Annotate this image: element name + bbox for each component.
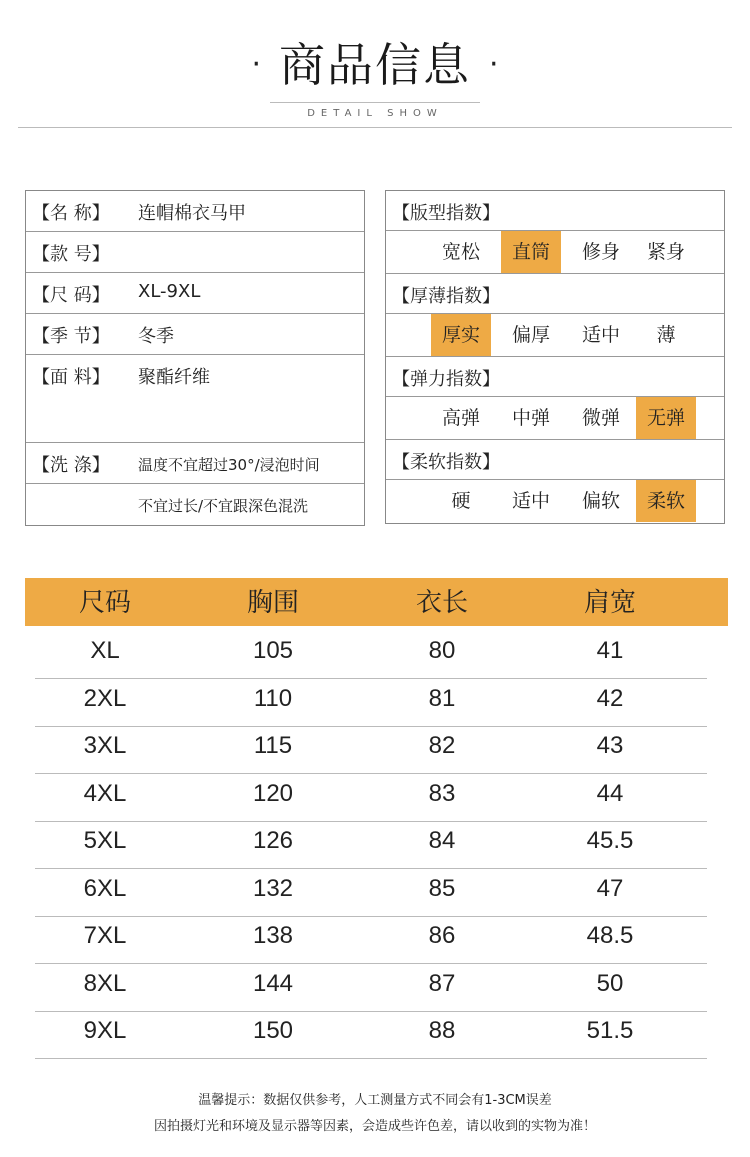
chest-cell: 150 [252, 1017, 294, 1044]
index-block [386, 191, 724, 274]
index-option: 紧身 [646, 241, 685, 263]
index-option-selected: 无弹 [636, 397, 696, 439]
info-key: 【名 称】 [32, 203, 110, 224]
info-value: 温度不宜超过30°/浸泡时间 [138, 456, 320, 474]
page-header [0, 30, 750, 100]
index-options-row [386, 314, 724, 357]
info-row [26, 355, 364, 443]
shoulder-cell: 41 [596, 637, 624, 664]
info-row [26, 232, 364, 273]
size-header-length: 衣长 [415, 588, 468, 618]
index-block [386, 274, 724, 357]
chest-cell: 138 [252, 922, 294, 949]
chest-cell: 105 [252, 637, 294, 664]
size-table-header [25, 578, 728, 626]
table-row [35, 1011, 707, 1059]
info-row [26, 191, 364, 232]
info-row [26, 273, 364, 314]
index-option: 薄 [656, 324, 676, 346]
size-cell: 5XL [83, 827, 127, 854]
title-dot-left: · [251, 47, 261, 82]
header-rule-bottom [18, 127, 732, 128]
index-option: 适中 [581, 324, 620, 346]
index-title-row [386, 191, 724, 231]
info-key: 【洗 涤】 [32, 455, 110, 476]
length-cell: 87 [428, 969, 456, 997]
chest-cell: 126 [252, 827, 294, 854]
info-value: 聚酯纤维 [138, 367, 210, 388]
shoulder-cell: 43 [596, 732, 624, 759]
length-cell: 84 [428, 827, 456, 854]
index-option: 偏厚 [511, 324, 550, 346]
table-row [35, 774, 707, 822]
info-value: 不宜过长/不宜跟深色混洗 [138, 497, 309, 515]
table-row [35, 964, 707, 1012]
index-option: 宽松 [441, 241, 480, 263]
index-option-selected: 直筒 [501, 231, 561, 273]
size-header-shoulder: 肩宽 [583, 588, 636, 618]
info-key: 【款 号】 [32, 244, 110, 265]
note-color: 因拍摄灯光和环境及显示器等因素，会造成些许色差，请以收到的实物为准！ [153, 1119, 596, 1134]
info-value: 连帽棉衣马甲 [138, 203, 246, 224]
length-cell: 85 [428, 874, 456, 902]
shoulder-cell: 47 [596, 874, 624, 902]
index-option: 偏软 [581, 490, 620, 512]
info-key: 【季 节】 [32, 326, 110, 347]
index-option: 高弹 [441, 407, 480, 429]
info-key: 【面 料】 [32, 367, 110, 388]
index-title-row [386, 440, 724, 480]
index-option-selected: 柔软 [636, 480, 696, 522]
index-option: 微弹 [581, 407, 620, 429]
shoulder-cell: 44 [596, 779, 624, 807]
shoulder-cell: 50 [596, 969, 624, 997]
index-option: 硬 [451, 490, 471, 512]
length-cell: 88 [428, 1017, 456, 1044]
length-cell: 86 [428, 922, 456, 949]
product-info-table [25, 190, 365, 526]
chest-cell: 132 [252, 874, 294, 902]
index-title: 【版型指数】 [392, 203, 500, 224]
table-row [35, 916, 707, 964]
index-option: 修身 [581, 241, 620, 263]
size-cell: XL [90, 637, 120, 664]
table-row [35, 679, 707, 727]
title-dot-right: · [489, 47, 499, 82]
length-cell: 82 [428, 732, 456, 759]
size-cell: 4XL [83, 779, 127, 807]
page-title: 商品信息 [279, 38, 471, 92]
info-value: 冬季 [138, 326, 174, 347]
index-block [386, 357, 724, 440]
shoulder-cell: 42 [596, 684, 624, 712]
size-header-chest: 胸围 [246, 588, 299, 618]
index-option-selected: 厚实 [431, 314, 491, 356]
header-rule-top [270, 102, 480, 103]
index-title: 【厚薄指数】 [392, 286, 500, 307]
shoulder-cell: 45.5 [586, 827, 634, 854]
index-options-row [386, 231, 724, 274]
table-row [35, 869, 707, 917]
table-row [35, 821, 707, 869]
info-row [26, 314, 364, 355]
size-cell: 8XL [83, 969, 127, 997]
shoulder-cell: 48.5 [586, 922, 634, 949]
product-index-table [385, 190, 725, 524]
index-option: 适中 [511, 490, 550, 512]
size-cell: 3XL [83, 732, 127, 759]
size-cell: 7XL [83, 922, 127, 949]
index-options-row [386, 397, 724, 440]
size-cell: 2XL [83, 684, 127, 712]
length-cell: 80 [428, 637, 456, 664]
index-title-row [386, 357, 724, 397]
length-cell: 83 [428, 779, 456, 807]
chest-cell: 144 [252, 969, 294, 997]
info-key: 【尺 码】 [32, 285, 110, 306]
chest-cell: 120 [252, 779, 294, 807]
chest-cell: 110 [253, 684, 293, 712]
shoulder-cell: 51.5 [586, 1017, 634, 1044]
info-row [26, 443, 364, 484]
note-measure: 温馨提示：数据仅供参考，人工测量方式不同会有1-3CM误差 [198, 1093, 552, 1108]
table-row [35, 631, 707, 679]
index-option: 中弹 [511, 407, 550, 429]
table-row [35, 726, 707, 774]
size-cell: 6XL [83, 874, 127, 902]
page-subtitle: DETAIL SHOW [307, 108, 443, 119]
chest-cell: 115 [253, 732, 293, 759]
info-row [26, 484, 364, 525]
index-options-row [386, 480, 724, 523]
index-title-row [386, 274, 724, 314]
info-value: XL-9XL [138, 281, 201, 302]
size-cell: 9XL [83, 1017, 127, 1044]
size-header-size: 尺码 [78, 588, 131, 618]
index-title: 【弹力指数】 [392, 369, 500, 390]
length-cell: 81 [428, 684, 456, 712]
index-block [386, 440, 724, 523]
index-title: 【柔软指数】 [392, 452, 500, 473]
